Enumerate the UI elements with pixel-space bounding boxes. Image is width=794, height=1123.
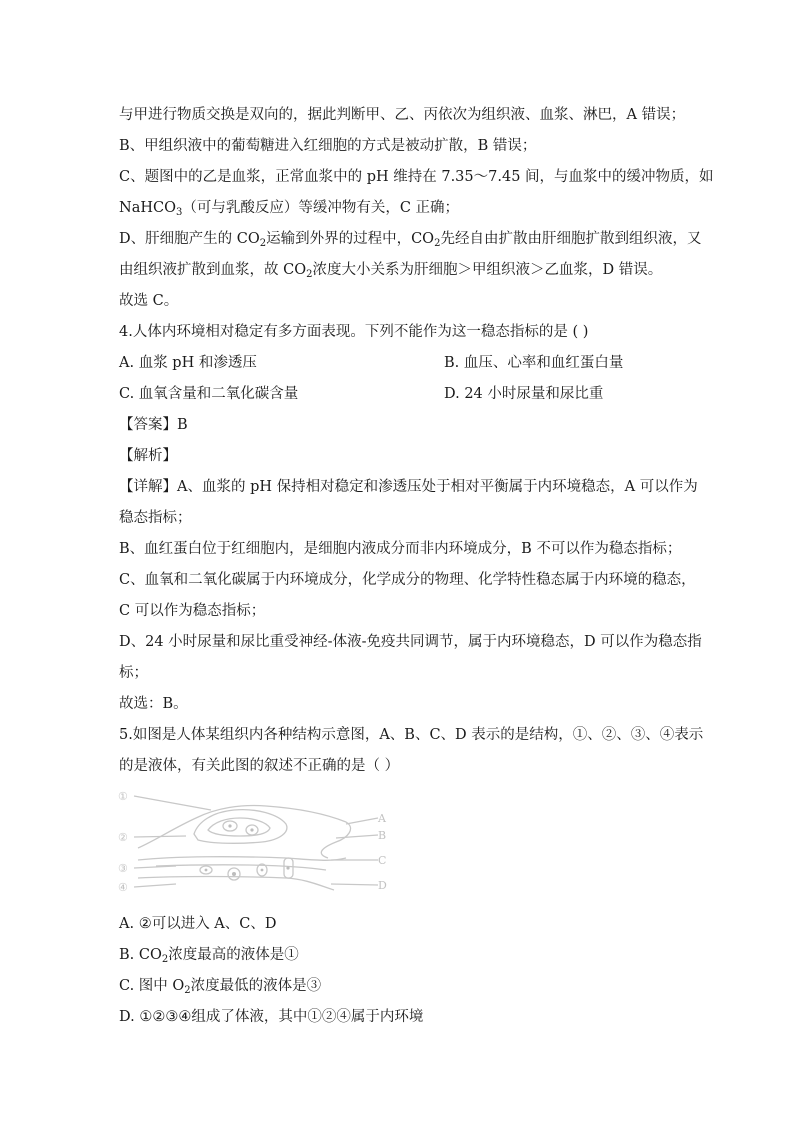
q5-stem-2: 的是液体，有关此图的叙述不正确的是（ ） xyxy=(119,758,400,774)
label-fluid-2: ② xyxy=(118,831,128,844)
q3-line-3: C、题图中的乙是血浆，正常血浆中的 pH 维持在 7.35～7.45 间，与血浆中的缓冲物质，如 xyxy=(119,169,714,185)
q3-line-5: D、肝细胞产生的 $CO_2$运输到外界的过程中，$CO_2$先经自由扩散由肝细胞扩散到组织液，又 xyxy=(119,231,702,249)
leader-line-4 xyxy=(134,884,176,887)
q4-option-c: C. 血氧含量和二氧化碳含量 xyxy=(119,386,299,402)
q5-option-b: B. $CO_2$浓度最高的液体是① xyxy=(119,947,299,965)
q4-explain-5: C 可以作为稳态指标； xyxy=(119,603,266,619)
q4-explain-6: D、24 小时尿量和尿比重受神经-体液-免疫共同调节，属于内环境稳态，D 可以作为稳态指 xyxy=(119,634,702,650)
capillary-upper xyxy=(194,810,287,844)
q3-conclusion: 故选 C。 xyxy=(119,293,179,309)
q4-conclusion: 故选：B。 xyxy=(119,696,188,712)
q4-option-b: B. 血压、心率和血红蛋白量 xyxy=(444,355,624,371)
leader-line-1 xyxy=(134,796,211,810)
q5-option-a: A. ②可以进入 A、C、D xyxy=(119,916,277,932)
vessel-bottom-wall xyxy=(138,877,334,891)
label-structure-a: A xyxy=(378,812,386,825)
label-structure-d: D xyxy=(378,879,387,892)
q4-option-d: D. 24 小时尿量和尿比重 xyxy=(444,386,604,402)
leader-line-b xyxy=(336,835,378,838)
q4-analysis-heading: 【解析】 xyxy=(119,448,177,464)
q5-option-d: D. ①②③④组成了体液，其中①②④属于内环境 xyxy=(119,1009,424,1025)
capillary-lumen xyxy=(208,818,270,836)
q3-line-2: B、甲组织液中的葡萄糖进入红细胞的方式是被动扩散，B 错误； xyxy=(119,138,537,154)
label-structure-c: C xyxy=(378,854,387,867)
q3-line-1: 与甲进行物质交换是双向的，据此判断甲、乙、丙依次为组织液、血浆、淋巴，A 错误； xyxy=(119,107,686,123)
q4-option-a: A. 血浆 pH 和渗透压 xyxy=(119,355,257,371)
tissue-outline-upper xyxy=(138,806,351,859)
q4-stem: 4.人体内环境相对稳定有多方面表现。下列不能作为这一稳态指标的是 ( ) xyxy=(119,324,589,340)
q4-explain-7: 标； xyxy=(119,665,148,681)
q5-stem-1: 5.如图是人体某组织内各种结构示意图，A、B、C、D 表示的是结构，①、②、③、④表示 xyxy=(119,727,704,743)
q4-explain-4: C、血氧和二氧化碳属于内环境成分，化学成分的物理、化学特性稳态属于内环境的稳态， xyxy=(119,572,696,588)
q4-answer: 【答案】B xyxy=(119,417,188,433)
q3-line-6: 由组织液扩散到血浆，故 $CO_2$浓度大小关系为肝细胞＞甲组织液＞乙血浆，D 错误。 xyxy=(119,262,663,280)
label-fluid-1: ① xyxy=(118,790,128,803)
label-fluid-4: ④ xyxy=(118,881,128,894)
label-structure-b: B xyxy=(378,829,387,842)
q4-explain-2: 稳态指标； xyxy=(119,510,192,526)
leader-line-a xyxy=(346,818,378,824)
leader-line-d xyxy=(331,884,378,885)
q4-explain-1: 【详解】A、血浆的 pH 保持相对稳定和渗透压处于相对平衡属于内环境稳态，A 可以作为 xyxy=(119,479,698,495)
q5-option-c: C. 图中 $O_2$浓度最低的液体是③ xyxy=(119,978,322,996)
label-fluid-3: ③ xyxy=(118,862,128,875)
leader-line-3 xyxy=(134,866,176,868)
q4-explain-3: B、血红蛋白位于红细胞内，是细胞内液成分而非内环境成分，B 不可以作为稳态指标； xyxy=(119,541,682,557)
vessel-inner-wall xyxy=(156,865,326,870)
vessel-top-wall xyxy=(138,857,346,861)
q3-line-4: NaHCO$_3$（可与乳酸反应）等缓冲物有关，C 正确； xyxy=(119,200,460,218)
tissue-structure-diagram xyxy=(116,786,388,898)
